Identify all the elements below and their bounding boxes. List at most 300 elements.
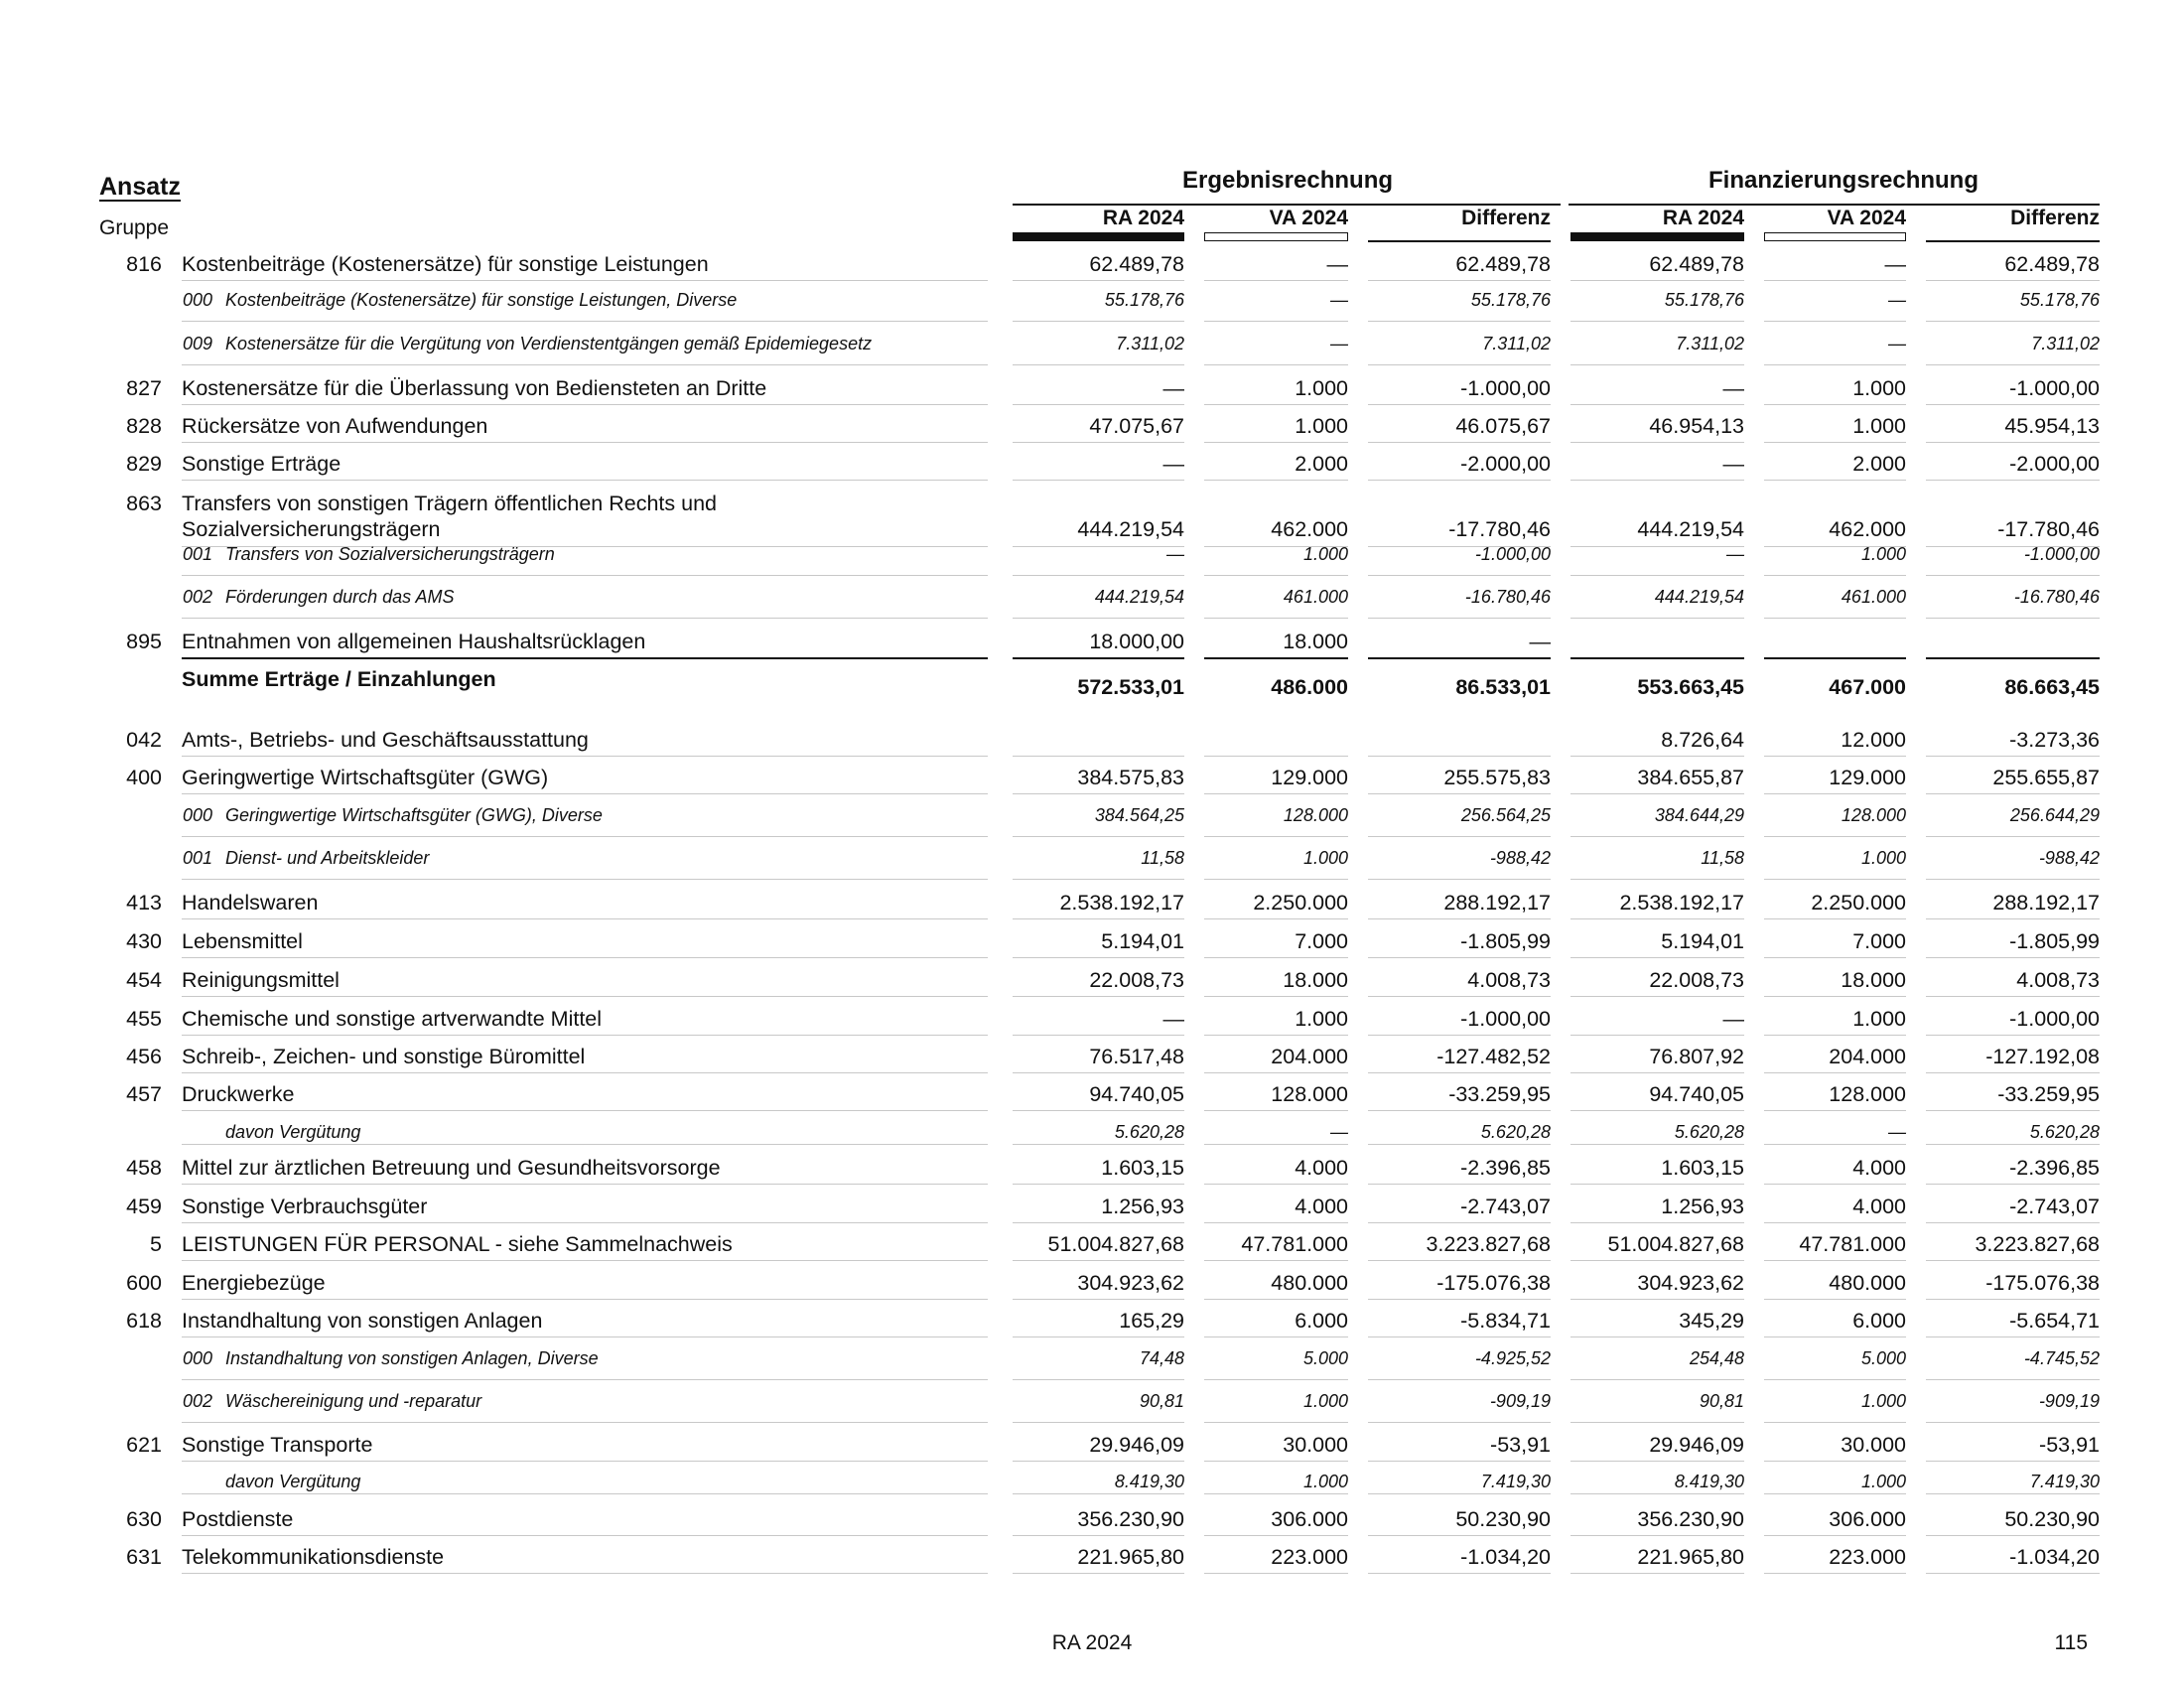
value-fr-ra: 7.311,02 xyxy=(1676,334,1744,353)
value-er-ra: 165,29 xyxy=(1119,1309,1184,1333)
cell-rule xyxy=(1204,756,1348,757)
value-fr-va: 30.000 xyxy=(1841,1433,1906,1457)
value-fr-diff: -1.034,20 xyxy=(2009,1545,2100,1569)
cell-rule xyxy=(1204,321,1348,322)
row-label: Wäschereinigung und -reparatur xyxy=(225,1391,482,1411)
cell-rule xyxy=(1926,836,2100,837)
value-fr-va: 12.000 xyxy=(1841,728,1906,752)
value-er-va: 1.000 xyxy=(1295,414,1348,438)
value-fr-va: 4.000 xyxy=(1852,1156,1906,1180)
cell-rule xyxy=(1764,957,1906,958)
gruppe-subheading: Gruppe xyxy=(99,216,170,239)
value-fr-va: — xyxy=(1888,1122,1906,1142)
row-label: Instandhaltung von sonstigen Anlagen, Diverse xyxy=(225,1348,599,1368)
cell-rule xyxy=(1570,957,1744,958)
value-er-va: 128.000 xyxy=(1271,1082,1348,1106)
value-er-diff: 7.419,30 xyxy=(1480,1472,1551,1491)
value-er-diff: -33.259,95 xyxy=(1448,1082,1551,1106)
row-rule xyxy=(182,793,988,794)
cell-rule xyxy=(1926,1072,2100,1073)
cell-rule xyxy=(1013,364,1184,365)
value-fr-va: 7.000 xyxy=(1852,929,1906,953)
row-label: Summe Erträge / Einzahlungen xyxy=(182,667,496,691)
value-er-ra: 29.946,09 xyxy=(1089,1433,1184,1457)
sub-code: 001 xyxy=(183,544,213,564)
cell-rule xyxy=(1013,657,1184,659)
row-label: Förderungen durch das AMS xyxy=(225,587,455,607)
cell-rule xyxy=(1204,996,1348,997)
cell-rule xyxy=(1926,1422,2100,1423)
ansatz-code: 454 xyxy=(126,968,162,992)
value-er-va: — xyxy=(1326,252,1348,276)
value-er-ra: 572.533,01 xyxy=(1077,675,1184,699)
cell-rule xyxy=(1204,836,1348,837)
cell-rule xyxy=(1926,280,2100,281)
sub-code: 000 xyxy=(183,1348,213,1368)
cell-rule xyxy=(1013,1573,1184,1574)
ansatz-code: 042 xyxy=(126,728,162,752)
cell-rule xyxy=(1368,996,1551,997)
page-number: 115 xyxy=(2054,1631,2088,1654)
cell-rule xyxy=(1013,879,1184,880)
ansatz-code: 413 xyxy=(126,891,162,914)
value-fr-va: 480.000 xyxy=(1829,1271,1906,1295)
value-fr-ra: 55.178,76 xyxy=(1664,290,1744,310)
cell-rule xyxy=(1368,1535,1551,1536)
value-er-ra: 5.620,28 xyxy=(1114,1122,1184,1142)
col-header-fr-diff: Differenz xyxy=(2010,207,2100,229)
value-er-ra: — xyxy=(1166,544,1184,564)
value-er-ra: 7.311,02 xyxy=(1116,334,1184,353)
ansatz-code: 600 xyxy=(126,1271,162,1295)
cell-rule xyxy=(1204,918,1348,919)
cell-rule xyxy=(1926,1110,2100,1111)
value-fr-ra: 384.655,87 xyxy=(1637,766,1744,789)
cell-rule xyxy=(1204,364,1348,365)
value-fr-ra: — xyxy=(1722,376,1744,400)
value-er-ra: 76.517,48 xyxy=(1089,1045,1184,1068)
value-fr-ra: 11,58 xyxy=(1701,848,1744,868)
value-fr-va: 467.000 xyxy=(1829,675,1906,699)
value-fr-diff: 55.178,76 xyxy=(2019,290,2100,310)
value-er-va: 1.000 xyxy=(1302,1472,1348,1491)
cell-rule xyxy=(1764,756,1906,757)
cell-rule xyxy=(1204,618,1348,619)
row-rule xyxy=(182,618,988,619)
cell-rule xyxy=(1764,1035,1906,1036)
row-rule xyxy=(182,1299,988,1300)
value-fr-va: 128.000 xyxy=(1841,805,1906,825)
row-rule xyxy=(182,1493,988,1494)
cell-rule xyxy=(1368,280,1551,281)
cell-rule xyxy=(1926,1461,2100,1462)
value-er-ra: — xyxy=(1162,1007,1184,1031)
value-fr-va: 1.000 xyxy=(1860,848,1906,868)
cell-rule xyxy=(1570,1379,1744,1380)
cell-rule xyxy=(1204,280,1348,281)
value-fr-ra: 8.419,30 xyxy=(1674,1472,1744,1491)
cell-rule xyxy=(1570,618,1744,619)
value-er-diff: -988,42 xyxy=(1489,848,1551,868)
row-rule xyxy=(182,442,988,443)
value-er-ra: 221.965,80 xyxy=(1077,1545,1184,1569)
cell-rule xyxy=(1204,1493,1348,1494)
value-fr-va: 462.000 xyxy=(1829,517,1906,541)
row-rule xyxy=(182,1072,988,1073)
cell-rule xyxy=(1926,404,2100,405)
cell-rule xyxy=(1926,756,2100,757)
cell-rule xyxy=(1368,793,1551,794)
cell-rule xyxy=(1570,1493,1744,1494)
cell-rule xyxy=(1570,1535,1744,1536)
value-fr-va: 1.000 xyxy=(1852,1007,1906,1031)
cell-rule xyxy=(1570,442,1744,443)
cell-rule xyxy=(1368,918,1551,919)
cell-rule xyxy=(1368,1379,1551,1380)
value-fr-va: 18.000 xyxy=(1841,968,1906,992)
value-er-va: 462.000 xyxy=(1271,517,1348,541)
cell-rule xyxy=(1204,1461,1348,1462)
cell-rule xyxy=(1013,1422,1184,1423)
row-label: Instandhaltung von sonstigen Anlagen xyxy=(182,1309,543,1333)
row-label: Transfers von Sozialversicherungsträgern xyxy=(225,544,555,564)
cell-rule xyxy=(1570,1072,1744,1073)
cell-rule xyxy=(1570,1260,1744,1261)
row-label: Reinigungsmittel xyxy=(182,968,340,992)
row-label: Sonstige Erträge xyxy=(182,452,341,476)
cell-rule xyxy=(1013,1379,1184,1380)
cell-rule xyxy=(1368,1072,1551,1073)
value-fr-va: 6.000 xyxy=(1852,1309,1906,1333)
value-fr-va: 47.781.000 xyxy=(1799,1232,1906,1256)
cell-rule xyxy=(1570,756,1744,757)
value-fr-diff: 288.192,17 xyxy=(1992,891,2100,914)
row-label: Kostenbeiträge (Kostenersätze) für sonstige Leistungen, Diverse xyxy=(225,290,738,310)
value-fr-va: 4.000 xyxy=(1852,1195,1906,1218)
cell-rule xyxy=(1764,918,1906,919)
cell-rule xyxy=(1204,957,1348,958)
value-fr-ra: 51.004.827,68 xyxy=(1607,1232,1744,1256)
value-fr-ra: 384.644,29 xyxy=(1654,805,1744,825)
cell-rule xyxy=(1013,957,1184,958)
cell-rule xyxy=(1926,1336,2100,1337)
cell-rule xyxy=(1204,879,1348,880)
value-er-ra: 90,81 xyxy=(1139,1391,1184,1411)
value-fr-ra: — xyxy=(1726,544,1744,564)
cell-rule xyxy=(1570,1573,1744,1574)
row-rule xyxy=(182,1222,988,1223)
value-fr-ra: 304.923,62 xyxy=(1637,1271,1744,1295)
cell-rule xyxy=(1764,836,1906,837)
value-er-va: 1.000 xyxy=(1295,376,1348,400)
cell-rule xyxy=(1368,442,1551,443)
row-rule xyxy=(182,321,988,322)
cell-rule xyxy=(1570,1461,1744,1462)
row-rule xyxy=(182,1461,988,1462)
cell-rule xyxy=(1926,575,2100,576)
value-er-va: 4.000 xyxy=(1295,1195,1348,1218)
value-fr-va: — xyxy=(1884,252,1906,276)
row-rule xyxy=(182,280,988,281)
cell-rule xyxy=(1368,575,1551,576)
value-er-diff: 4.008,73 xyxy=(1467,968,1551,992)
value-fr-ra: 5.620,28 xyxy=(1674,1122,1744,1142)
row-rule xyxy=(182,404,988,405)
ansatz-code: 618 xyxy=(126,1309,162,1333)
cell-rule xyxy=(1926,1184,2100,1185)
cell-rule xyxy=(1013,836,1184,837)
value-er-ra: 1.603,15 xyxy=(1101,1156,1184,1180)
cell-rule xyxy=(1764,618,1906,619)
cell-rule xyxy=(1204,1260,1348,1261)
cell-rule xyxy=(1368,957,1551,958)
cell-rule xyxy=(1764,1379,1906,1380)
cell-rule xyxy=(1368,657,1551,659)
cell-rule xyxy=(1764,996,1906,997)
row-rule xyxy=(182,1535,988,1536)
value-fr-va: 2.250.000 xyxy=(1811,891,1906,914)
row-rule xyxy=(182,918,988,919)
cell-rule xyxy=(1570,1110,1744,1111)
col-header-er-diff: Differenz xyxy=(1461,207,1551,229)
value-fr-ra: 254,48 xyxy=(1689,1348,1744,1368)
cell-rule xyxy=(1764,1184,1906,1185)
row-label: Sonstige Transporte xyxy=(182,1433,373,1457)
value-er-va: 7.000 xyxy=(1295,929,1348,953)
cell-rule xyxy=(1368,480,1551,481)
value-er-diff: 256.564,25 xyxy=(1460,805,1551,825)
row-label: Kostenersätze für die Vergütung von Verdienstentgängen gemäß Epidemiegesetz xyxy=(225,334,873,353)
value-er-diff: -4.925,52 xyxy=(1474,1348,1551,1368)
value-er-va: 480.000 xyxy=(1271,1271,1348,1295)
cell-rule xyxy=(1926,442,2100,443)
value-fr-va: 128.000 xyxy=(1829,1082,1906,1106)
value-fr-ra: 221.965,80 xyxy=(1637,1545,1744,1569)
value-er-ra: — xyxy=(1162,376,1184,400)
value-er-diff: -2.396,85 xyxy=(1460,1156,1551,1180)
row-label: davon Vergütung xyxy=(225,1122,361,1142)
cell-rule xyxy=(1570,404,1744,405)
value-fr-va: 461.000 xyxy=(1841,587,1906,607)
value-fr-ra: 76.807,92 xyxy=(1649,1045,1744,1068)
value-fr-ra: — xyxy=(1722,1007,1744,1031)
row-rule xyxy=(182,1035,988,1036)
cell-rule xyxy=(1204,1222,1348,1223)
ansatz-code: 458 xyxy=(126,1156,162,1180)
value-fr-diff: -2.743,07 xyxy=(2009,1195,2100,1218)
value-fr-ra: 5.194,01 xyxy=(1661,929,1744,953)
cell-rule xyxy=(1764,657,1906,659)
value-er-ra: 1.256,93 xyxy=(1101,1195,1184,1218)
ansatz-code: 630 xyxy=(126,1507,162,1531)
finanzierungsrechnung-title: Finanzierungsrechnung xyxy=(1707,167,1979,194)
value-er-ra: 444.219,54 xyxy=(1094,587,1184,607)
row-rule xyxy=(182,1184,988,1185)
cell-rule xyxy=(1926,321,2100,322)
cell-rule xyxy=(1368,618,1551,619)
cell-rule xyxy=(1926,1573,2100,1574)
value-er-diff: 86.533,01 xyxy=(1455,675,1551,699)
value-er-va: 486.000 xyxy=(1271,675,1348,699)
cell-rule xyxy=(1570,1336,1744,1337)
cell-rule xyxy=(1926,1493,2100,1494)
cell-rule xyxy=(1204,442,1348,443)
value-fr-diff: 3.223.827,68 xyxy=(1975,1232,2100,1256)
cell-rule xyxy=(1013,480,1184,481)
value-fr-diff: -2.000,00 xyxy=(2009,452,2100,476)
row-label: Kostenersätze für die Überlassung von Bediensteten an Dritte xyxy=(182,376,767,400)
value-er-ra: 2.538.192,17 xyxy=(1059,891,1184,914)
row-label: Lebensmittel xyxy=(182,929,303,953)
row-label: LEISTUNGEN FÜR PERSONAL - siehe Sammelnachweis xyxy=(182,1232,733,1256)
cell-rule xyxy=(1570,1222,1744,1223)
value-er-va: 5.000 xyxy=(1302,1348,1348,1368)
cell-rule xyxy=(1204,1422,1348,1423)
value-er-va: 306.000 xyxy=(1271,1507,1348,1531)
value-fr-diff: -1.000,00 xyxy=(2009,376,2100,400)
value-fr-va: 2.000 xyxy=(1852,452,1906,476)
value-er-va: 18.000 xyxy=(1283,968,1348,992)
cell-rule xyxy=(1570,480,1744,481)
ansatz-code: 816 xyxy=(126,252,162,276)
value-fr-diff: -16.780,46 xyxy=(2013,587,2100,607)
value-fr-diff: -17.780,46 xyxy=(1997,517,2100,541)
ansatz-code: 430 xyxy=(126,929,162,953)
value-er-diff: 55.178,76 xyxy=(1470,290,1551,310)
col-header-er-va: VA 2024 xyxy=(1269,207,1348,229)
row-rule xyxy=(182,836,988,837)
value-er-va: — xyxy=(1330,334,1348,353)
cell-rule xyxy=(1204,480,1348,481)
ansatz-code: 895 xyxy=(126,630,162,653)
ansatz-code: 631 xyxy=(126,1545,162,1569)
value-fr-diff: -4.745,52 xyxy=(2023,1348,2100,1368)
value-fr-diff: -988,42 xyxy=(2038,848,2100,868)
cell-rule xyxy=(1764,404,1906,405)
value-fr-diff: 7.311,02 xyxy=(2031,334,2100,353)
col-header-fr-ra: RA 2024 xyxy=(1662,207,1744,229)
cell-rule xyxy=(1013,1299,1184,1300)
row-label: Sonstige Verbrauchsgüter xyxy=(182,1195,428,1218)
cell-rule xyxy=(1368,1299,1551,1300)
value-fr-ra: 2.538.192,17 xyxy=(1619,891,1744,914)
cell-rule xyxy=(1570,575,1744,576)
value-er-ra: 94.740,05 xyxy=(1089,1082,1184,1106)
value-er-ra: — xyxy=(1162,452,1184,476)
value-er-diff: -2.743,07 xyxy=(1460,1195,1551,1218)
value-er-ra: 18.000,00 xyxy=(1089,630,1184,653)
value-er-diff: -175.076,38 xyxy=(1436,1271,1551,1295)
value-fr-diff: -175.076,38 xyxy=(1985,1271,2100,1295)
cell-rule xyxy=(1570,364,1744,365)
cell-rule xyxy=(1764,480,1906,481)
cell-rule xyxy=(1926,657,2100,659)
value-fr-va: 223.000 xyxy=(1829,1545,1906,1569)
value-er-diff: -909,19 xyxy=(1489,1391,1551,1411)
cell-rule xyxy=(1013,575,1184,576)
cell-rule xyxy=(1368,1573,1551,1574)
cell-rule xyxy=(1013,618,1184,619)
value-er-ra: 5.194,01 xyxy=(1101,929,1184,953)
value-fr-va: 1.000 xyxy=(1860,544,1906,564)
row-rule xyxy=(182,756,988,757)
cell-rule xyxy=(1926,1535,2100,1536)
cell-rule xyxy=(1926,918,2100,919)
value-er-diff: -2.000,00 xyxy=(1460,452,1551,476)
cell-rule xyxy=(1013,1072,1184,1073)
cell-rule xyxy=(1368,1144,1551,1145)
row-label: Energiebezüge xyxy=(182,1271,326,1295)
ansatz-code: 863 xyxy=(126,492,162,515)
value-er-ra: 47.075,67 xyxy=(1089,414,1184,438)
value-er-va: 2.000 xyxy=(1295,452,1348,476)
value-er-diff: -5.834,71 xyxy=(1460,1309,1551,1333)
ansatz-code: 621 xyxy=(126,1433,162,1457)
cell-rule xyxy=(1013,1493,1184,1494)
cell-rule xyxy=(1013,1336,1184,1337)
value-fr-va: — xyxy=(1888,290,1906,310)
value-fr-va: 204.000 xyxy=(1829,1045,1906,1068)
cell-rule xyxy=(1764,1493,1906,1494)
cell-rule xyxy=(1764,1573,1906,1574)
ansatz-code: 400 xyxy=(126,766,162,789)
value-er-va: 129.000 xyxy=(1271,766,1348,789)
cell-rule xyxy=(1204,1035,1348,1036)
cell-rule xyxy=(1570,1035,1744,1036)
cell-rule xyxy=(1368,404,1551,405)
cell-rule xyxy=(1368,1461,1551,1462)
cell-rule xyxy=(1013,756,1184,757)
row-label: Postdienste xyxy=(182,1507,294,1531)
value-fr-diff: 86.663,45 xyxy=(2004,675,2100,699)
cell-rule xyxy=(1013,1144,1184,1145)
value-fr-ra: 8.726,64 xyxy=(1661,728,1744,752)
row-label: Chemische und sonstige artverwandte Mittel xyxy=(182,1007,603,1031)
value-er-diff: -1.000,00 xyxy=(1474,544,1551,564)
value-fr-diff: -1.805,99 xyxy=(2009,929,2100,953)
row-rule xyxy=(182,1260,988,1261)
value-er-ra: 8.419,30 xyxy=(1114,1472,1184,1491)
value-er-ra: 22.008,73 xyxy=(1089,968,1184,992)
sub-code: 000 xyxy=(183,290,213,310)
cell-rule xyxy=(1926,1144,2100,1145)
value-fr-ra: 46.954,13 xyxy=(1649,414,1744,438)
cell-rule xyxy=(1570,280,1744,281)
cell-rule xyxy=(1368,879,1551,880)
value-fr-diff: -53,91 xyxy=(2039,1433,2100,1457)
cell-rule xyxy=(1926,1035,2100,1036)
cell-rule xyxy=(1368,1184,1551,1185)
value-fr-ra: 444.219,54 xyxy=(1637,517,1744,541)
cell-rule xyxy=(1570,321,1744,322)
value-fr-diff: -1.000,00 xyxy=(2009,1007,2100,1031)
value-fr-ra: 444.219,54 xyxy=(1654,587,1744,607)
cell-rule xyxy=(1013,996,1184,997)
value-er-ra: 384.564,25 xyxy=(1094,805,1184,825)
row-label: Geringwertige Wirtschaftsgüter (GWG) xyxy=(182,766,549,789)
value-fr-diff: 5.620,28 xyxy=(2029,1122,2100,1142)
value-er-ra: 356.230,90 xyxy=(1077,1507,1184,1531)
value-er-va: 1.000 xyxy=(1302,544,1348,564)
value-er-diff: 50.230,90 xyxy=(1455,1507,1551,1531)
cell-rule xyxy=(1204,1144,1348,1145)
value-fr-ra: 29.946,09 xyxy=(1649,1433,1744,1457)
value-fr-diff: 255.655,87 xyxy=(1992,766,2100,789)
cell-rule xyxy=(1204,1573,1348,1574)
cell-rule xyxy=(1013,793,1184,794)
value-er-va: — xyxy=(1330,1122,1348,1142)
ansatz-code: 828 xyxy=(126,414,162,438)
